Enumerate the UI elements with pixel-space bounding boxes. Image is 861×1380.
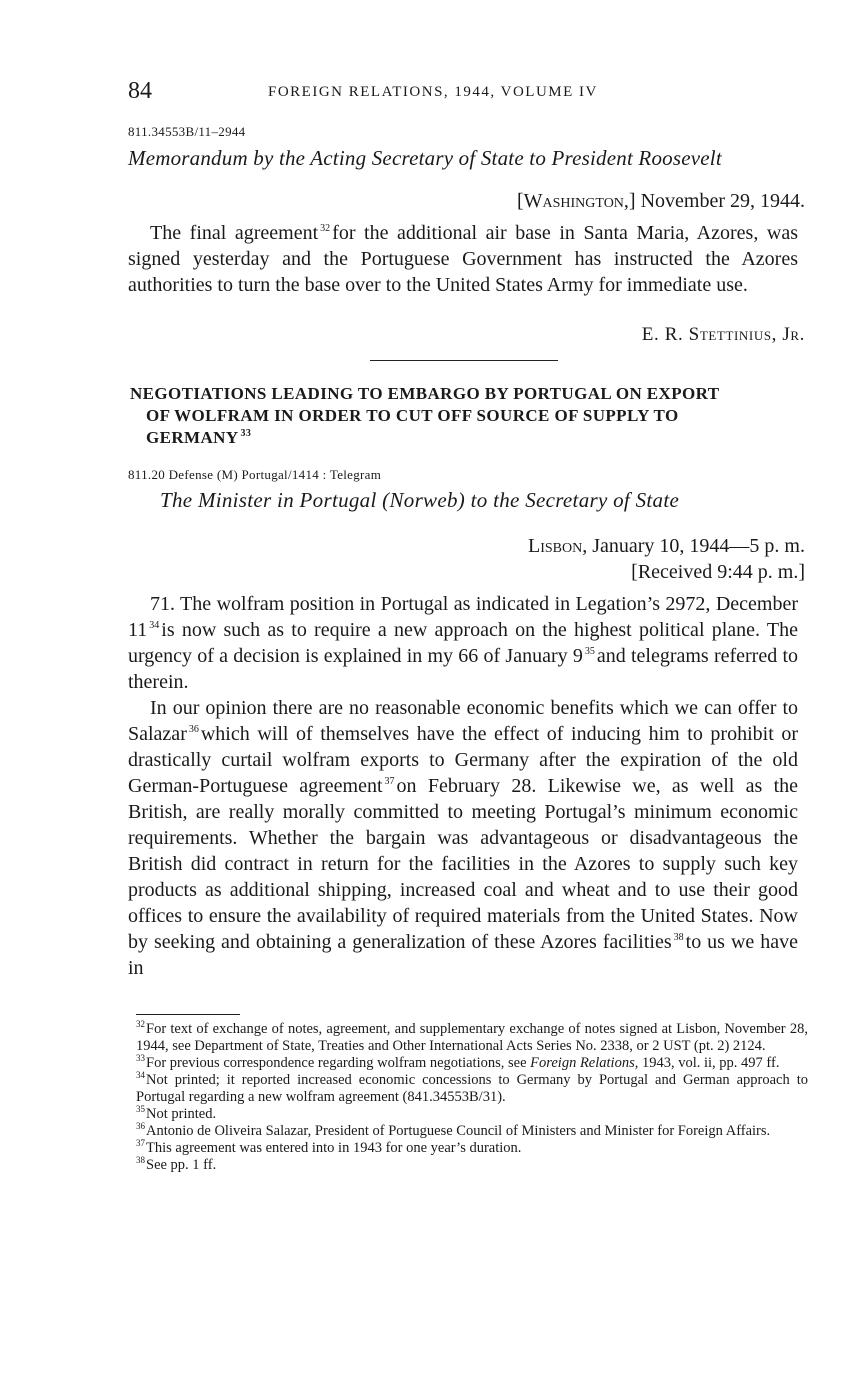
telegram-p1-text-3: and telegrams referred to therein. <box>128 645 799 693</box>
footnote-ref-34: 34 <box>149 620 160 632</box>
footnote-text: , 1943, vol. ii, pp. 497 ff. <box>634 1055 780 1071</box>
footnote-text: For previous correspondence regarding wolfram negotiations, see <box>146 1055 531 1071</box>
footnote-text: Not printed. <box>146 1106 217 1122</box>
footnote-ref-37: 37 <box>384 776 395 788</box>
telegram-p2-text-4: to us we have in <box>128 931 798 979</box>
footnote-number: 35 <box>136 1104 145 1115</box>
page-number: 84 <box>128 78 152 104</box>
footnote-text: Antonio de Oliveira Salazar, President of Portuguese Council of Ministers and Minister for Foreign Affairs. <box>146 1123 771 1139</box>
telegram-dateline <box>528 535 805 558</box>
telegram-place: Lisbon, <box>528 535 588 557</box>
footnote-text-italic: Foreign Relations <box>530 1055 635 1071</box>
footnote-ref-38: 38 <box>673 932 684 944</box>
running-head <box>128 78 800 108</box>
footnote-number: 33 <box>136 1053 145 1064</box>
footnote-number: 36 <box>136 1121 145 1132</box>
footnote-37 <box>136 1140 808 1157</box>
section-heading-line-1: NEGOTIATIONS LEADING TO EMBARGO BY PORTUGAL ON EXPORT <box>130 384 720 403</box>
footnote-ref-32: 32 <box>320 223 331 235</box>
footnote-34 <box>136 1072 808 1106</box>
telegram-p1-text-1: 71. The wolfram position in Portugal as indicated in Legation’s 2972, December 11 <box>128 593 798 641</box>
section-heading <box>130 383 802 449</box>
telegram-p1-text-2: is now such as to require a new approach on the highest political plane. The urgency of a decision is explained in my 66 of January 9 <box>128 619 798 667</box>
memo-date: November 29, 1944. <box>640 190 805 212</box>
footnote-33 <box>136 1055 808 1072</box>
footnote-text: See pp. 1 ff. <box>146 1157 217 1173</box>
section-divider <box>370 360 558 361</box>
memo-paragraph-text-1: The final agreement <box>150 222 319 244</box>
telegram-p2-text-3: on February 28. Likewise we, as well as the British, are really morally committed to meeting Portugal’s minimum economic requirements. Whether the bargain was advantageous or disadvantageous the British did contract in return for the facilities in the Azores to supply such key products as additional shipping, increased coal and wheat and to use their good offices to ensure the availability of required materials from the United States. Now by seeking and obtaining a generalization of these Azores facilities <box>128 775 799 953</box>
footnote-35 <box>136 1106 808 1123</box>
memo-title: Memorandum by the Acting Secretary of State to President Roosevelt <box>128 146 722 170</box>
footnote-ref-33: 33 <box>240 428 252 440</box>
memo-dateline <box>517 190 805 213</box>
running-title: FOREIGN RELATIONS, 1944, VOLUME IV <box>268 84 598 100</box>
section-heading-line-3-text: GERMANY <box>146 428 239 447</box>
footnote-36 <box>136 1123 808 1140</box>
footnote-number: 38 <box>136 1155 145 1166</box>
footnote-32 <box>136 1021 808 1055</box>
footnote-number: 37 <box>136 1138 145 1149</box>
footnotes <box>136 1021 808 1174</box>
memo-paragraph-text-2: for the additional air base in Santa Maria, Azores, was signed yesterday and the Portuguese Government has instructed the Azores authorities to turn the base over to the United States Army for immediate use. <box>128 222 798 296</box>
telegram-received: [Received 9:44 p. m.] <box>631 561 805 583</box>
telegram-paragraph-1 <box>128 591 798 695</box>
memo-place: [Washington,] <box>516 190 636 212</box>
footnote-text: This agreement was entered into in 1943 for one year’s duration. <box>146 1140 522 1156</box>
telegram-title: The Minister in Portugal (Norweb) to the Secretary of State <box>160 488 680 512</box>
footnote-number: 34 <box>136 1070 145 1081</box>
footnote-38 <box>136 1157 808 1174</box>
telegram-p2-text-2: which will of themselves have the effect of inducing him to prohibit or drastically curtail wolfram exports to Germany after the expiration of the old German-Portuguese agreement <box>128 723 798 797</box>
memo-signature: E. R. Stettinius, Jr. <box>641 324 805 345</box>
telegram-paragraph-2 <box>128 695 798 981</box>
footnote-ref-35: 35 <box>584 646 595 658</box>
memo-paragraph <box>128 220 798 298</box>
telegram-p2-text-1: In our opinion there are no reasonable economic benefits which we can offer to Salazar <box>128 697 798 745</box>
footnote-text: For text of exchange of notes, agreement, and supplementary exchange of notes signed at Lisbon, November 28, 1944, see Department of State, Treaties and Other International Acts Series No. 2338, or 2 UST (pt. 2) 2124. <box>136 1021 808 1054</box>
footnote-text: Not printed; it reported increased economic concessions to Germany by Portugal and German approach to Portugal regarding a new wolfram agreement (841.34553B/31). <box>136 1072 808 1105</box>
memo-file-number: 811.34553B/11–2944 <box>128 124 246 139</box>
section-heading-line-3 <box>130 427 802 449</box>
footnote-divider <box>136 1014 240 1015</box>
telegram-date: January 10, 1944—5 p. m. <box>592 535 805 557</box>
telegram-file-number: 811.20 Defense (M) Portugal/1414 : Telegram <box>128 467 382 482</box>
footnote-ref-36: 36 <box>188 724 199 736</box>
section-heading-line-2: OF WOLFRAM IN ORDER TO CUT OFF SOURCE OF SUPPLY TO <box>146 406 679 425</box>
footnote-number: 32 <box>136 1019 145 1030</box>
